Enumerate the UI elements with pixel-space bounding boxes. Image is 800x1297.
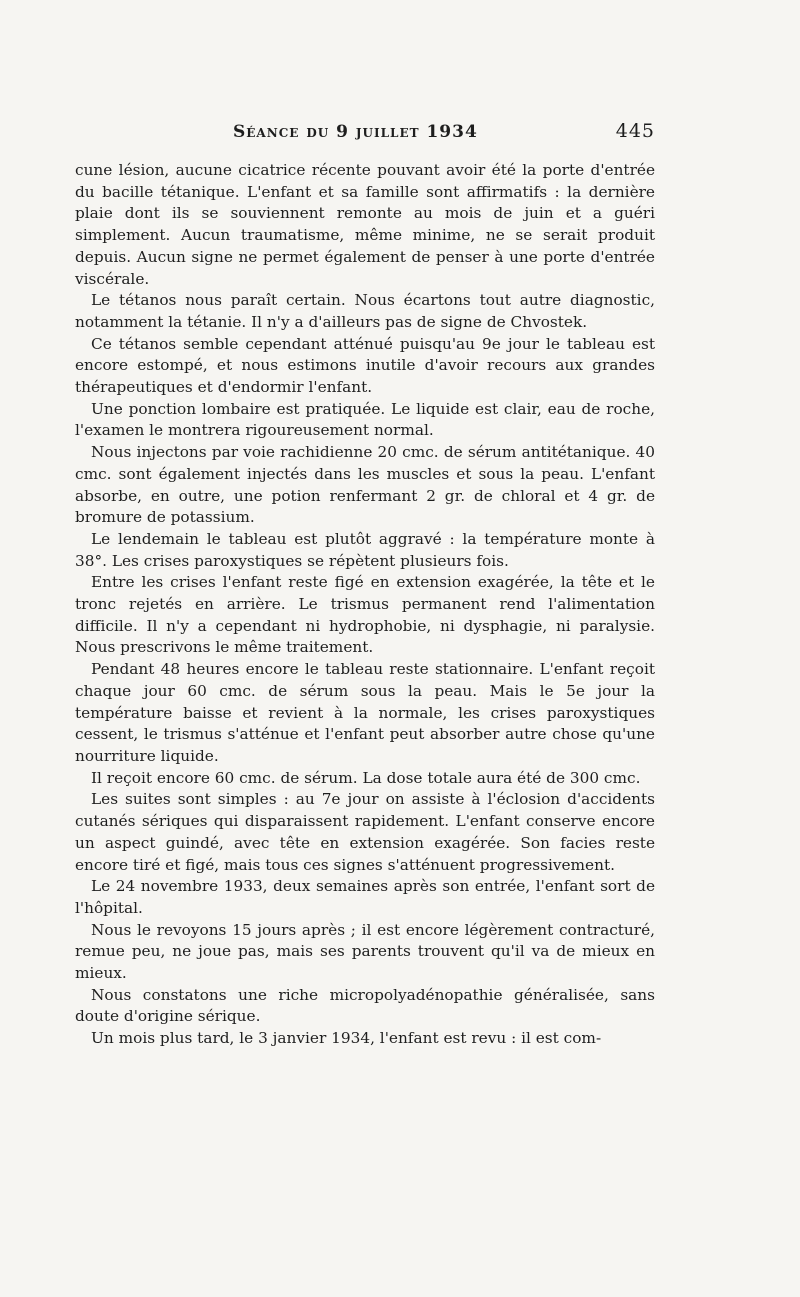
body-text xyxy=(75,160,655,1050)
paragraph: Le tétanos nous paraît certain. Nous écartons tout autre diagnostic, notamment la tétanie. Il n'y a d'ailleurs pas de signe de Chvostek. xyxy=(75,291,655,331)
paragraph: Entre les crises l'enfant reste figé en extension exagérée, la tête et le tronc rejetés en arrière. Le trismus permanent rend l'alimentation difficile. Il n'y a cependant ni hydrophobie, ni dysphagie, ni paralysie. Nous prescrivons le même traitement. xyxy=(75,573,655,657)
paragraph: Un mois plus tard, le 3 janvier 1934, l'enfant est revu : il est com- xyxy=(91,1029,602,1048)
running-title: Séance du 9 juillet 1934 xyxy=(233,122,478,142)
document-page xyxy=(75,120,655,1050)
paragraph: Il reçoit encore 60 cmc. de sérum. La dose totale aura été de 300 cmc. xyxy=(91,768,641,787)
paragraph: Nous injectons par voie rachidienne 20 cmc. de sérum antitétanique. 40 cmc. sont également injectés dans les muscles et sous la peau. L'enfant absorbe, en outre, une potion renfermant 2 gr. de chloral et 4 gr. de bromure de potassium. xyxy=(75,443,655,527)
running-header xyxy=(75,120,655,160)
paragraph: Le 24 novembre 1933, deux semaines après son entrée, l'enfant sort de l'hôpital. xyxy=(75,877,655,917)
paragraph: Nous constatons une riche micropolyadénopathie généralisée, sans doute d'origine sérique. xyxy=(75,985,655,1026)
paragraph: Pendant 48 heures encore le tableau reste stationnaire. L'enfant reçoit chaque jour 60 cmc. de sérum sous la peau. Mais le 5e jour la température baisse et revient à la normale, les crises paroxystiques cessent, le trismus s'atténue et l'enfant peut absorber autre chose qu'une nourriture liquide. xyxy=(75,660,655,765)
paragraph: Ce tétanos semble cependant atténué puisqu'au 9e jour le tableau est encore estompé, et nous estimons inutile d'avoir recours aux grandes thérapeutiques et d'endormir l'enfant. xyxy=(75,334,655,397)
paragraph: cune lésion, aucune cicatrice récente pouvant avoir été la porte d'entrée du bacille tétanique. L'enfant et sa famille sont affirmatifs : la dernière plaie dont ils se souviennent remonte au mois de juin et a guéri simplement. Aucun traumatisme, même minime, ne se serait produit depuis. Aucun signe ne permet également de penser à une porte d'entrée viscérale. xyxy=(75,161,655,288)
paragraph: Une ponction lombaire est pratiquée. Le liquide est clair, eau de roche, l'examen le montrera rigoureusement normal. xyxy=(75,399,655,440)
page-number: 445 xyxy=(615,120,655,142)
paragraph: Les suites sont simples : au 7e jour on assiste à l'éclosion d'accidents cutanés sériques qui disparaissent rapidement. L'enfant conserve encore un aspect guindé, avec tête en extension exagérée. Son facies reste encore tiré et figé, mais tous ces signes s'atténuent progressivement. xyxy=(75,790,655,874)
paragraph: Le lendemain le tableau est plutôt aggravé : la température monte à 38°. Les crises paroxystiques se répètent plusieurs fois. xyxy=(75,529,655,570)
paragraph: Nous le revoyons 15 jours après ; il est encore légèrement contracturé, remue peu, ne joue pas, mais ses parents trouvent qu'il va de mieux en mieux. xyxy=(75,920,655,983)
